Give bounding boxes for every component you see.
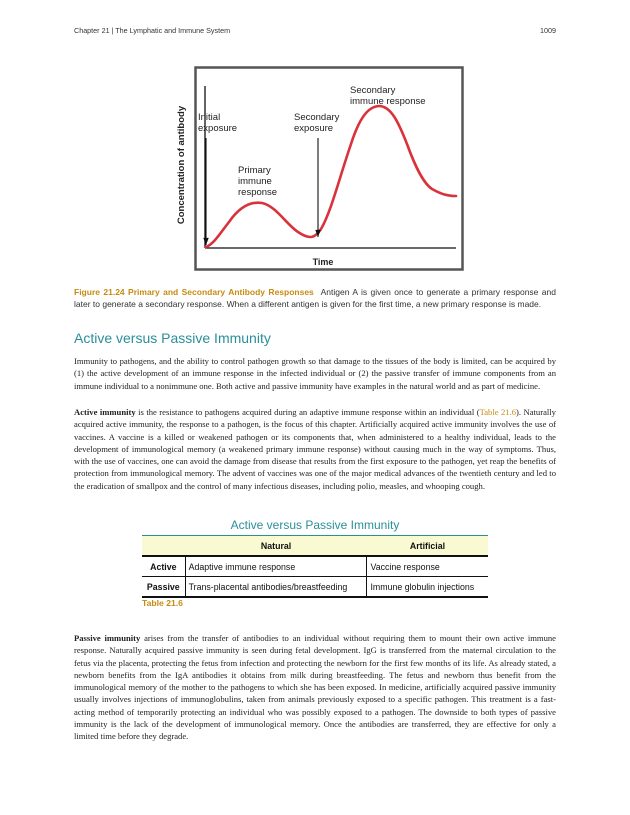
cell-active-natural: Adaptive immune response [185,556,367,577]
paragraph-passive-immunity [74,632,556,743]
table-row [142,577,488,598]
figure-caption-text: Antigen A is given once to generate a primary response and later to generate a secondary response. When a different antigen is given for the first time, a new primary response is made. [74,287,556,309]
primary-response-label-3: response [238,187,278,198]
section-title: Active versus Passive Immunity [74,330,271,346]
page-number: 1009 [540,26,556,35]
column-header-artificial: Artificial [367,536,488,557]
table-corner [142,536,185,557]
figure-caption-label: Figure 21.24 Primary and Secondary Antibody Responses [74,287,314,297]
table-row [142,556,488,577]
cell-active-artificial: Vaccine response [367,556,488,577]
cell-passive-natural: Trans-placental antibodies/breastfeeding [185,577,367,598]
secondary-response-label-2: immune response [350,96,426,107]
running-header-chapter: Chapter 21 | The Lymphatic and Immune System [74,26,231,35]
paragraph-active-immunity [74,406,556,492]
cell-passive-artificial: Immune globulin injections [367,577,488,598]
primary-response-label-2: immune [238,176,272,187]
y-axis-label: Concentration of antibody [176,105,187,225]
table-reference-link[interactable]: Table 21.6 [479,407,517,417]
column-header-natural: Natural [185,536,367,557]
primary-response-label-1: Primary [238,165,271,176]
secondary-response-label-1: Secondary [350,85,396,96]
secondary-exposure-label-2: exposure [294,123,334,134]
secondary-exposure-label-1: Secondary [294,112,340,123]
initial-exposure-label-1: Initial [198,112,221,123]
row-header-passive: Passive [142,577,185,598]
initial-exposure-label-2: exposure [198,123,238,134]
term-active-immunity: Active immunity [74,407,136,417]
p2-before-ref: is the resistance to pathogens acquired during an adaptive immune response within an individual ( [135,407,480,417]
p2-after-ref: ). Naturally acquired active immunity, the response to a pathogen, is the focus of this chapter. Artificially acquired active immunity involves the use of vaccines. A vaccine is a killed or weakened pathogen or its components that, when administered to a healthy individual, leads to the development of immunological memory (a weakened primary immune response) without causing much in the way of symptoms. Thus, with the use of vaccines, one can avoid the damage from disease that results from the first exposure to the pathogen, yet reap the benefits of protection from immunological memory. The advent of vaccines was one of the major medical advances of the twentieth century and led to the eradication of smallpox and the control of many infectious diseases, including polio, measles, and whooping cough. [74,407,556,491]
table-title: Active versus Passive Immunity [230,518,400,532]
antibody-response-figure [176,66,464,271]
row-header-active: Active [142,556,185,577]
table-label: Table 21.6 [142,598,183,608]
term-passive-immunity: Passive immunity [74,633,141,643]
x-axis-label: Time [312,257,334,267]
paragraph-intro: Immunity to pathogens, and the ability to control pathogen growth so that damage to the tissues of the body is limited, can be acquired by (1) the active development of an immune response in the infected individual or (2) the passive transfer of immune components from an immune individual to a nonimmune one. Both active and passive immunity have examples in the natural world and as part of medicine. [74,356,556,391]
figure-caption [74,286,556,310]
p3-text: arises from the transfer of antibodies to an individual without requiring them to mount their own active immune response. Naturally acquired passive immunity is seen during fetal development. IgG is transferred from the maternal circulation to the fetus via the placenta, protecting the fetus from infection and protecting the newborn for the first few months of its life. As already stated, a newborn benefits from the IgA antibodies it obtains from milk during breastfeeding. The fetus and newborn thus benefit from the immunological memory of the mother to the pathogens to which she has been exposed. In medicine, artificially acquired passive immunity usually involves injections of immunoglobulins, taken from animals previously exposed to a specific pathogen. This treatment is a fast-acting method of temporarily protecting an individual who was possibly exposed to a pathogen. The downside to both types of passive immunity is the lack of the development of immunological memory. Once the antibodies are transferred, they are effective for only a limited time before they degrade. [74,633,556,742]
immunity-table [142,535,488,598]
